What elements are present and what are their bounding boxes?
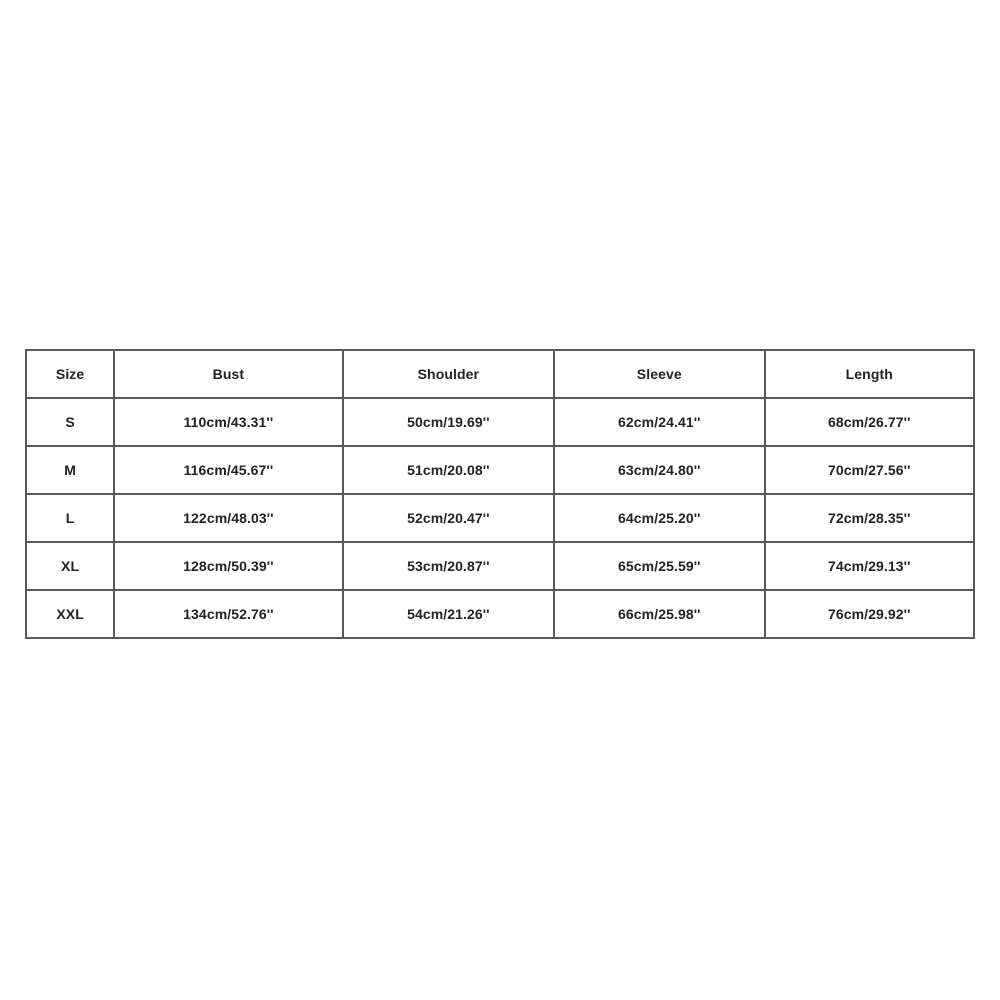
size-cell: XL bbox=[26, 542, 114, 590]
header-length: Length bbox=[765, 350, 974, 398]
size-cell: L bbox=[26, 494, 114, 542]
shoulder-cell: 53cm/20.87'' bbox=[343, 542, 554, 590]
sleeve-cell: 64cm/25.20'' bbox=[554, 494, 764, 542]
shoulder-cell: 50cm/19.69'' bbox=[343, 398, 554, 446]
table-row bbox=[26, 542, 974, 590]
header-bust: Bust bbox=[114, 350, 342, 398]
sleeve-cell: 66cm/25.98'' bbox=[554, 590, 764, 638]
table-body bbox=[26, 398, 974, 638]
sleeve-cell: 63cm/24.80'' bbox=[554, 446, 764, 494]
table-header bbox=[26, 350, 974, 398]
shoulder-cell: 51cm/20.08'' bbox=[343, 446, 554, 494]
size-cell: M bbox=[26, 446, 114, 494]
table-row bbox=[26, 398, 974, 446]
length-cell: 70cm/27.56'' bbox=[765, 446, 974, 494]
length-cell: 76cm/29.92'' bbox=[765, 590, 974, 638]
header-shoulder: Shoulder bbox=[343, 350, 554, 398]
shoulder-cell: 54cm/21.26'' bbox=[343, 590, 554, 638]
bust-cell: 122cm/48.03'' bbox=[114, 494, 342, 542]
sleeve-cell: 62cm/24.41'' bbox=[554, 398, 764, 446]
shoulder-cell: 52cm/20.47'' bbox=[343, 494, 554, 542]
sleeve-cell: 65cm/25.59'' bbox=[554, 542, 764, 590]
header-sleeve: Sleeve bbox=[554, 350, 764, 398]
size-cell: S bbox=[26, 398, 114, 446]
table-row bbox=[26, 590, 974, 638]
bust-cell: 110cm/43.31'' bbox=[114, 398, 342, 446]
length-cell: 74cm/29.13'' bbox=[765, 542, 974, 590]
table-row bbox=[26, 494, 974, 542]
size-chart-table bbox=[25, 349, 975, 639]
header-size: Size bbox=[26, 350, 114, 398]
length-cell: 72cm/28.35'' bbox=[765, 494, 974, 542]
bust-cell: 128cm/50.39'' bbox=[114, 542, 342, 590]
table-row bbox=[26, 446, 974, 494]
length-cell: 68cm/26.77'' bbox=[765, 398, 974, 446]
size-cell: XXL bbox=[26, 590, 114, 638]
header-row bbox=[26, 350, 974, 398]
bust-cell: 116cm/45.67'' bbox=[114, 446, 342, 494]
bust-cell: 134cm/52.76'' bbox=[114, 590, 342, 638]
